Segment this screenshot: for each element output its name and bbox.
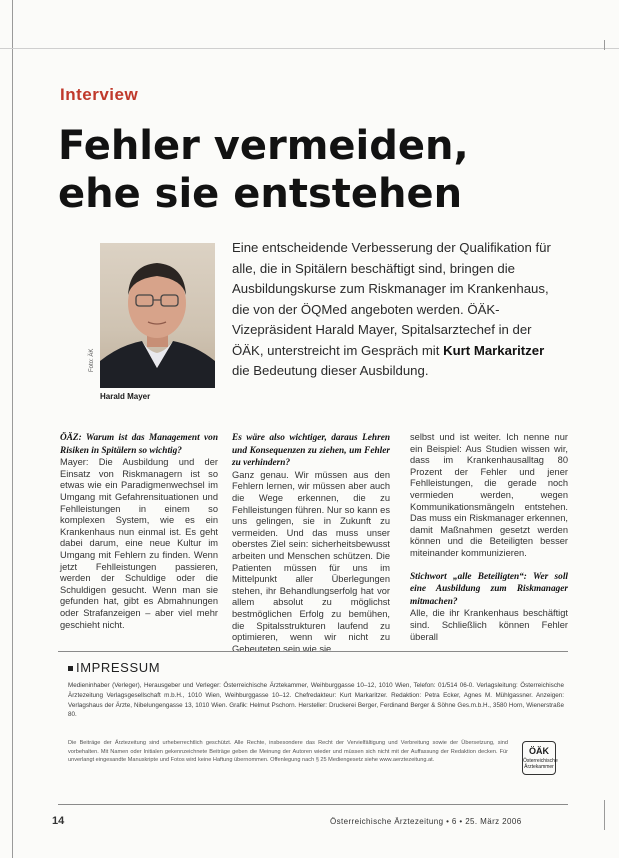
- text-column-3: [410, 432, 568, 643]
- page-edge-left: [12, 0, 13, 858]
- answer-3: Alle, die ihr Krankenhaus beschäftigt sind. Schließlich können Fehler überall: [410, 608, 568, 642]
- page-rule-top: [0, 48, 619, 49]
- answer-2-continued: selbst und ist weiter. Ich nenne nur ein Beispiel: Aus Studien wissen wir, dass im Krankenhausalltag 80 Prozent der Fehler und jener Fehlleistungen, die gerade noch vermieden werden, wegen Kommunikationsmängeln entstehen. Das muss ein Riskmanager erkennen, damit Maßnahmen gesetzt werden können und die Beteiligten besser miteinander kommunizieren.: [410, 432, 568, 558]
- answer-1: Mayer: Die Ausbildung und der Einsatz von Riskmanagern ist so etwas wie ein Paradigmenwechsel im Umgang mit Gefahrensituationen und Fehlleistungen in einem so komplexen System, wie es ein Krankenhaus nun einmal ist. Es geht dabei darum, eine neue Kultur im Umgang mit Fehlern zu finden. Wenn jetzt Fehlleistungen passieren, werden der Schuldige oder die Schuldigen gesucht. Wenn man sie gefunden hat, gibt es Abmahnungen oder Strafanzeigen – aber viel mehr geschieht nicht.: [60, 457, 218, 630]
- question-2: Es wäre also wichtiger, daraus Lehren und Konsequenzen zu ziehen, um Fehler zu verhindern?: [232, 433, 390, 469]
- headline-line-2: ehe sie entstehen: [58, 171, 463, 217]
- page-footer: Österreichische Ärztezeitung • 6 • 25. März 2006: [330, 817, 522, 826]
- interviewer-name: Kurt Markaritzer: [443, 342, 545, 358]
- question-1: ÖÄZ: Warum ist das Management von Risiken in Spitälern so wichtig?: [60, 433, 218, 456]
- text-column-1: [60, 432, 218, 631]
- answer-2: Ganz genau. Wir müssen aus den Fehlern lernen, wir müssen aber auch die Wege erkennen, die zu Fehlleistungen führen. Nur so kann es uns gelingen, sie in Zukunft zu vermeiden. Und das muss unser oberstes Ziel sein: sicherheitsbewusst arbeiten und Menschen schützen. Die Patienten müssen für uns im Mittelpunkt aller Überlegungen stehen, ihr Behandlungserfolg hat vor allem absolut zu möglichst bestmöglichen Erfolg zu bemühen, die Spitalsstrukturen laufend zu optimieren, wenn wir nicht zu Gebeuteten sein wie sie: [232, 469, 390, 654]
- impressum-text: Medieninhaber (Verleger), Herausgeber und Verleger: Österreichische Ärztekammer, Weihburggasse 10–12, 1010 Wien, Telefon: 01/514 06-0. Verlagsleitung: Österreichische Ärztezeitung Verlagsgesellschaft m.b.H., 1010 Wien, Weihburggasse 10–12. Chefredakteur: Kurt Markaritzer. Redaktion: Petra Ecker, Agnes M. Mühlgassner. Anzeigen: Verlagshaus der Ärzte, Nibelungengasse 13, 1010 Wien. Grafik: Helmut Pschorn. Hersteller: Druckerei Berger, Ferdinand Berger & Söhne Ges.m.b.H., 3580 Horn, Wienerstraße 80.: [68, 682, 564, 719]
- headline: [58, 122, 558, 218]
- impressum-disclaimer: Die Beiträge der Ärztezeitung sind urheberrechtlich geschützt. Alle Rechte, insbesondere das Recht der Vervielfältigung und Verbreitung sowie der Übersetzung, sind vorbehalten. Mit Namen oder Initialen gekennzeichnete Beiträge geben die Meinung der Autoren wieder und müssen sich nicht mit der Auffassung der Redaktion decken. Für unverlangt eingesandte Manuskripte und Fotos wird keine Haftung übernommen. Offenlegung nach § 25 Mediengesetz siehe www.aerztezeitung.at.: [68, 740, 508, 764]
- question-3: Stichwort „alle Beteiligten“: Wer soll eine Ausbildung zum Riskmanager mitmachen?: [410, 571, 568, 607]
- oak-logo: ÖÄK Österreichische Ärztekammer: [522, 741, 556, 775]
- section-kicker: Interview: [60, 85, 139, 104]
- crop-mark-top-right: [604, 40, 605, 50]
- headline-line-1: Fehler vermeiden,: [58, 123, 469, 169]
- photo-caption: Harald Mayer: [100, 392, 151, 401]
- page-number: 14: [52, 815, 65, 827]
- lead-text-2: die Bedeutung dieser Ausbildung.: [232, 363, 429, 378]
- lead-text-1: Eine entscheidende Verbesserung der Qualifikation für alle, die in Spitälern beschäftigt sind, bringen die Ausbildungskurse zum Riskmanager im Krankenhaus, die von der ÖQMed angeboten werden. ÖÄK-Vizepräsident Harald Mayer, Spitalsarztechef in der ÖÄK, unterstreicht im Gespräch mit: [232, 240, 551, 358]
- crop-mark-bottom-right: [604, 800, 605, 830]
- text-column-2: [232, 432, 390, 655]
- impressum-title: IMPRESSUM: [68, 660, 160, 675]
- photo-credit: Foto: ÄK: [89, 348, 95, 372]
- portrait-photo: [100, 243, 215, 388]
- lead-paragraph: [232, 238, 562, 382]
- bullet-square-icon: [68, 666, 73, 671]
